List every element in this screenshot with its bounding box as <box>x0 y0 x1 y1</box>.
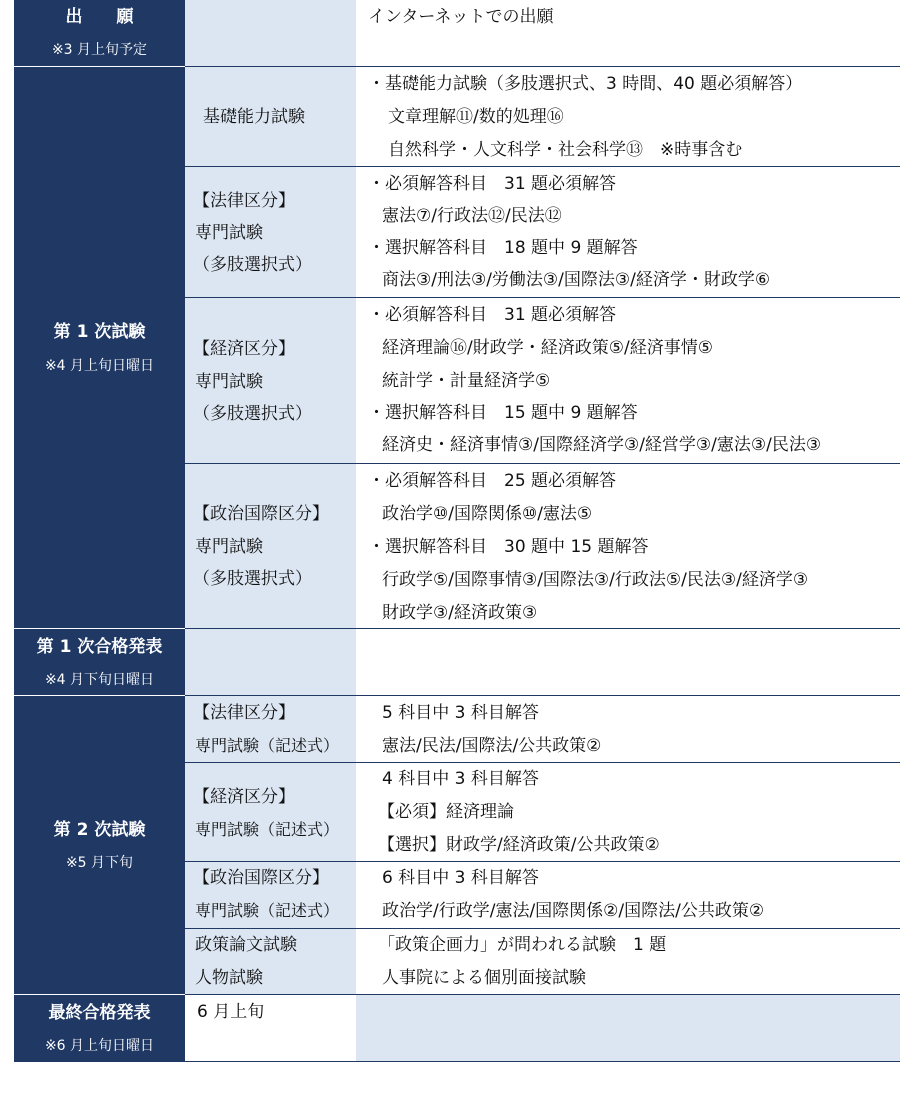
section-label: 【経済区分】 <box>193 339 295 359</box>
detail-line: 経済理論⑯/財政学・経済政策⑤/経済事情⑤ <box>382 338 713 358</box>
detail-line: ・必須解答科目 25 題必須解答 <box>368 471 617 491</box>
detail-line: 自然科学・人文科学・社会科学⑬ ※時事含む <box>388 140 743 160</box>
stage-note: ※6 月上旬日曜日 <box>44 1038 155 1054</box>
stage-first-exam <box>14 66 185 628</box>
application-detail-cell <box>356 0 900 66</box>
application-label-cell <box>185 0 356 66</box>
second-law-label-cell <box>185 695 356 762</box>
application-detail: インターネットでの出願 <box>368 7 554 27</box>
section-label: 【政治国際区分】 <box>193 504 329 524</box>
final-result-date: 6 月上旬 <box>197 1002 265 1022</box>
stage-title: 第 2 次試験 <box>53 820 146 840</box>
detail-line: 人事院による個別面接試験 <box>382 968 586 988</box>
detail-line: 行政学⑤/国際事情③/国際法③/行政法⑤/民法③/経済学③ <box>382 570 809 590</box>
stage-second-exam <box>14 695 185 994</box>
second-politics-label-cell <box>185 861 356 928</box>
section-label: 【法律区分】 <box>193 191 295 211</box>
stage-note: ※5 月下旬 <box>65 855 134 871</box>
section-label: 専門試験（記述式） <box>195 820 340 839</box>
stage-final-result <box>14 994 185 1062</box>
detail-line: 統計学・計量経済学⑤ <box>382 371 551 391</box>
first-basic-label: 基礎能力試験 <box>203 107 305 127</box>
stage-title: 第 1 次合格発表 <box>36 637 163 657</box>
essay-detail-cell <box>356 928 900 994</box>
detail-line: 6 科目中 3 科目解答 <box>382 868 539 888</box>
first-politics-label-cell <box>185 463 356 628</box>
detail-line: 5 科目中 3 科目解答 <box>382 703 539 723</box>
essay-label-cell <box>185 928 356 994</box>
detail-line: 経済史・経済事情③/国際経済学③/経営学③/憲法③/民法③ <box>382 435 822 455</box>
first-basic-label-cell <box>185 66 356 166</box>
detail-line: 4 科目中 3 科目解答 <box>382 769 539 789</box>
detail-line: ・必須解答科目 31 題必須解答 <box>368 174 617 194</box>
table-bottom-border <box>14 1061 900 1062</box>
detail-line: 商法③/刑法③/労働法③/国際法③/経済学・財政学⑥ <box>382 270 771 290</box>
first-law-detail-cell <box>356 166 900 297</box>
first-result-label-cell <box>185 628 356 695</box>
section-label: （多肢選択式） <box>193 569 312 589</box>
detail-line: 【必須】経済理論 <box>378 802 514 822</box>
stage-title: 出 願 <box>65 7 134 27</box>
second-econ-label-cell <box>185 762 356 861</box>
section-label: （多肢選択式） <box>193 255 312 275</box>
section-label: 【政治国際区分】 <box>193 868 329 888</box>
detail-line: 政治学/行政学/憲法/国際関係②/国際法/公共政策② <box>382 901 765 921</box>
detail-line: ・選択解答科目 18 題中 9 題解答 <box>368 238 638 258</box>
section-label: 【法律区分】 <box>193 703 295 723</box>
section-label: 【経済区分】 <box>193 787 295 807</box>
second-law-detail-cell <box>356 695 900 762</box>
section-label: （多肢選択式） <box>193 404 312 424</box>
first-basic-detail-cell <box>356 66 900 166</box>
section-label: 専門試験（記述式） <box>195 901 340 920</box>
final-result-detail-cell <box>356 994 900 1062</box>
stage-title: 第 1 次試験 <box>53 322 146 342</box>
section-label: 専門試験 <box>195 372 263 392</box>
section-label: 専門試験 <box>195 223 263 243</box>
detail-line: ・選択解答科目 30 題中 15 題解答 <box>368 537 649 557</box>
first-law-label-cell <box>185 166 356 297</box>
detail-line: 憲法⑦/行政法⑫/民法⑫ <box>382 206 562 226</box>
stage-note: ※4 月下旬日曜日 <box>44 672 155 688</box>
detail-line: 憲法/民法/国際法/公共政策② <box>382 736 602 756</box>
detail-line: ・必須解答科目 31 題必須解答 <box>368 305 617 325</box>
section-label: 専門試験 <box>195 537 263 557</box>
second-econ-detail-cell <box>356 762 900 861</box>
stage-note: ※3 月上旬予定 <box>51 42 148 58</box>
detail-line: 財政学③/経済政策③ <box>382 603 538 623</box>
section-label: 人物試験 <box>195 968 263 988</box>
detail-line: 文章理解⑪/数的処理⑯ <box>388 107 564 127</box>
first-politics-detail-cell <box>356 463 900 628</box>
detail-line: 【選択】財政学/経済政策/公共政策② <box>378 835 660 855</box>
detail-line: 「政策企画力」が問われる試験 1 題 <box>378 935 667 955</box>
stage-title: 最終合格発表 <box>48 1003 151 1023</box>
section-label: 政策論文試験 <box>195 935 297 955</box>
first-result-detail-cell <box>356 628 900 695</box>
detail-line: 政治学⑩/国際関係⑩/憲法⑤ <box>382 504 593 524</box>
stage-first-result <box>14 628 185 695</box>
first-econ-detail-cell <box>356 297 900 463</box>
exam-schedule-table <box>14 0 900 1062</box>
stage-application <box>14 0 185 66</box>
final-result-date-cell <box>185 994 356 1062</box>
second-politics-detail-cell <box>356 861 900 928</box>
section-label: 専門試験（記述式） <box>195 736 340 755</box>
detail-line: ・基礎能力試験（多肢選択式、3 時間、40 題必須解答） <box>368 74 803 94</box>
first-econ-label-cell <box>185 297 356 463</box>
detail-line: ・選択解答科目 15 題中 9 題解答 <box>368 403 638 423</box>
stage-note: ※4 月上旬日曜日 <box>44 358 155 374</box>
